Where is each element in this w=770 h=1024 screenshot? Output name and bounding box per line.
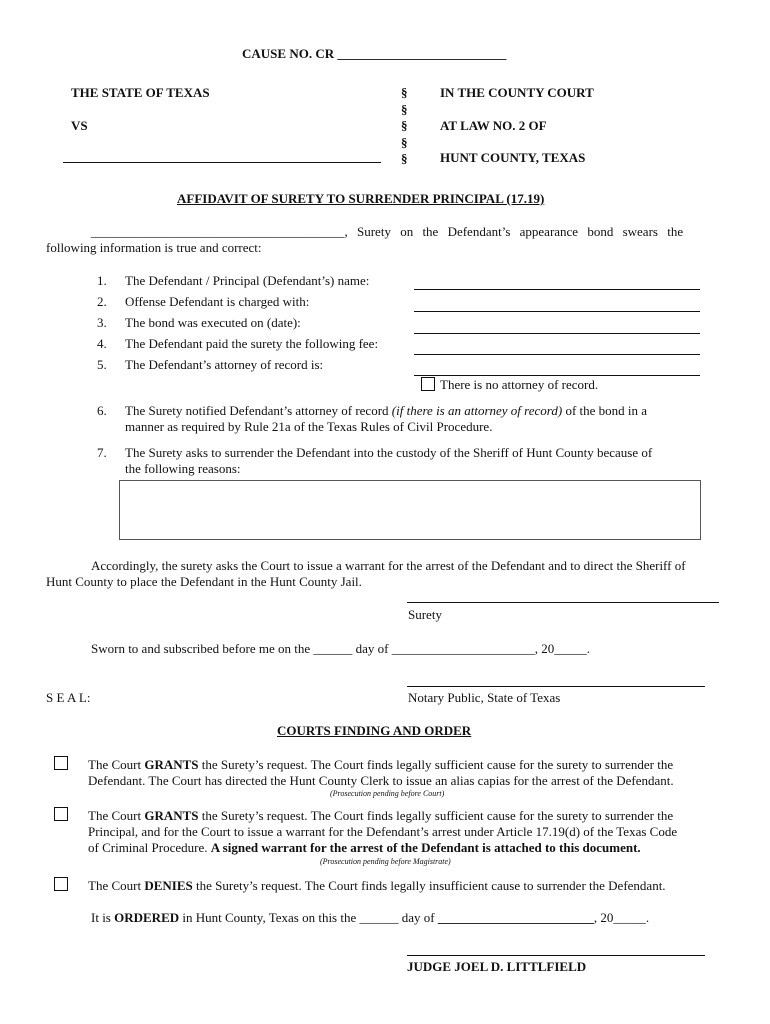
item-6-line-2: manner as required by Rule 21a of the Texas Rules of Civil Procedure. bbox=[125, 419, 493, 434]
denies-checkbox[interactable] bbox=[54, 877, 68, 891]
item-number: 2. bbox=[97, 294, 107, 309]
reasons-textarea[interactable] bbox=[119, 480, 701, 540]
reasons-value bbox=[120, 481, 700, 489]
judge-signature-line[interactable] bbox=[407, 955, 705, 956]
finding-2-line-3: of Criminal Procedure. A signed warrant for the arrest of the Defendant is attached to this document. bbox=[88, 840, 641, 855]
finding-2-note: (Prosecution pending before Magistrate) bbox=[320, 857, 451, 866]
accordingly-line-1: Accordingly, the surety asks the Court to issue a warrant for the arrest of the Defendant and to direct the Sheriff of bbox=[91, 558, 686, 573]
page-title: AFFIDAVIT OF SURETY TO SURRENDER PRINCIPAL (17.19) bbox=[177, 191, 545, 206]
sworn-month-blank[interactable]: ______________________ bbox=[391, 641, 535, 656]
surety-label: Surety bbox=[408, 607, 442, 622]
court-line-3: HUNT COUNTY, TEXAS bbox=[440, 150, 586, 165]
finding-1-line-1: The Court GRANTS the Surety’s request. The Court finds legally sufficient cause for the surety to surrender the bbox=[88, 757, 674, 772]
versus-label: VS bbox=[71, 118, 88, 133]
item-6-line-1: The Surety notified Defendant’s attorney of record (if there is an attorney of record) of the bond in a bbox=[125, 403, 648, 418]
item-number: 1. bbox=[97, 273, 107, 288]
item-7-line-2: the following reasons: bbox=[125, 461, 241, 476]
finding-1-note: (Prosecution pending before Court) bbox=[330, 789, 445, 798]
item-number: 5. bbox=[97, 357, 107, 372]
court-line-2: AT LAW NO. 2 OF bbox=[440, 118, 547, 133]
intro-line-1: _______________________________________, Surety on the Defendant’s appearance bond swears the bbox=[91, 224, 684, 239]
notary-label: Notary Public, State of Texas bbox=[408, 690, 561, 705]
item-number: 6. bbox=[97, 403, 107, 418]
surety-name-blank[interactable]: _______________________________________ bbox=[91, 224, 345, 239]
finding-3-line-1: The Court DENIES the Surety’s request. The Court finds legally insufficient cause to surrender the Defendant. bbox=[88, 878, 666, 893]
grants-court-checkbox[interactable] bbox=[54, 756, 68, 770]
finding-2-line-1: The Court GRANTS the Surety’s request. The Court finds legally sufficient cause for the surety to surrender the bbox=[88, 808, 674, 823]
seal-label: S E A L: bbox=[46, 690, 91, 705]
state-of-texas: THE STATE OF TEXAS bbox=[71, 85, 210, 100]
no-attorney-label: There is no attorney of record. bbox=[440, 377, 599, 392]
ordered-month-blank[interactable]: ________________________ bbox=[437, 910, 594, 925]
surety-signature-line[interactable] bbox=[407, 602, 719, 603]
judge-name: JUDGE JOEL D. LITTLFIELD bbox=[407, 959, 587, 974]
item-text: Offense Defendant is charged with: bbox=[125, 294, 310, 309]
fee-field[interactable] bbox=[414, 354, 700, 355]
item-text: The Defendant’s attorney of record is: bbox=[125, 357, 324, 372]
ordered-statement: It is ORDERED in Hunt County, Texas on this the ______ day of ________________________, 20_____. bbox=[91, 910, 650, 925]
sworn-statement: Sworn to and subscribed before me on the ______ day of ______________________, 20_____. bbox=[91, 641, 590, 656]
finding-2-line-2: Principal, and for the Court to issue a warrant for the Defendant’s arrest under Article 17.19(d) of the Texas Code bbox=[88, 824, 678, 839]
item-number: 7. bbox=[97, 445, 107, 460]
grants-magistrate-checkbox[interactable] bbox=[54, 807, 68, 821]
item-text: The bond was executed on (date): bbox=[125, 315, 301, 330]
cause-number-label: CAUSE NO. CR __________________________ bbox=[242, 46, 507, 61]
item-number: 3. bbox=[97, 315, 107, 330]
defendant-name-blank[interactable] bbox=[63, 162, 381, 163]
item-text: The Defendant paid the surety the following fee: bbox=[125, 336, 379, 351]
finding-1-line-2: Defendant. The Court has directed the Hunt County Clerk to issue an alias capias for the arrest of the Defendant. bbox=[88, 773, 674, 788]
no-attorney-checkbox[interactable] bbox=[421, 377, 435, 391]
accordingly-line-2: Hunt County to place the Defendant in the Hunt County Jail. bbox=[46, 574, 362, 589]
intro-line-2: following information is true and correct: bbox=[46, 240, 262, 255]
item-number: 4. bbox=[97, 336, 107, 351]
item-text: The Defendant / Principal (Defendant’s) name: bbox=[125, 273, 370, 288]
findings-title: COURTS FINDING AND ORDER bbox=[277, 723, 472, 738]
court-line-1: IN THE COUNTY COURT bbox=[440, 85, 594, 100]
cause-number-blank[interactable]: __________________________ bbox=[337, 46, 507, 61]
attorney-field[interactable] bbox=[414, 375, 700, 376]
offense-field[interactable] bbox=[414, 311, 700, 312]
defendant-name-field[interactable] bbox=[414, 289, 700, 290]
notary-signature-line[interactable] bbox=[407, 686, 705, 687]
section-symbols: § § § § § bbox=[401, 85, 408, 166]
bond-date-field[interactable] bbox=[414, 333, 700, 334]
item-7-line-1: The Surety asks to surrender the Defendant into the custody of the Sheriff of Hunt County because of bbox=[125, 445, 653, 460]
